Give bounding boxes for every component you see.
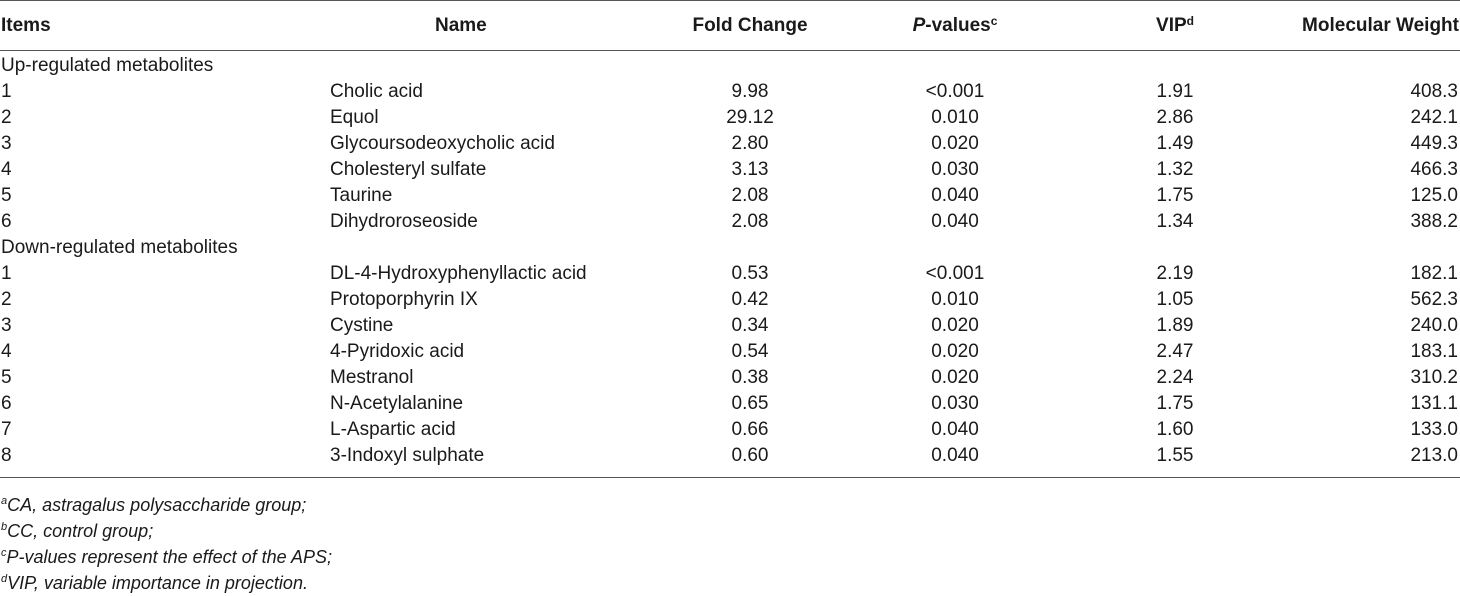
- cell-fold-change: 0.60: [731, 445, 769, 466]
- table-row: [0, 105, 1460, 131]
- cell-molecular-weight: 466.3: [1410, 159, 1458, 180]
- cell-item: 8: [1, 445, 12, 466]
- cell-p-value: 0.040: [931, 419, 979, 440]
- header-vip: [1070, 1, 1280, 51]
- cell-fold-change: 2.08: [731, 185, 769, 206]
- cell-vip: 1.05: [1156, 289, 1194, 310]
- section-label-up: Up-regulated metabolites: [1, 55, 214, 76]
- cell-item: 6: [1, 393, 12, 414]
- table-row: [0, 417, 1460, 443]
- cell-p-value: 0.020: [931, 367, 979, 388]
- footnotes: [0, 492, 1460, 596]
- cell-p-value: 0.040: [931, 185, 979, 206]
- footnote-text: CC, control group;: [7, 521, 154, 541]
- footnote-mark: c: [1, 547, 7, 559]
- cell-fold-change: 9.98: [731, 81, 769, 102]
- cell-item: 4: [1, 159, 12, 180]
- header-p-values: [840, 1, 1070, 51]
- cell-vip: 1.60: [1156, 419, 1194, 440]
- cell-name: 3-Indoxyl sulphate: [330, 445, 485, 466]
- cell-name: N-Acetylalanine: [330, 393, 464, 414]
- cell-p-value: <0.001: [925, 263, 985, 284]
- cell-molecular-weight: 388.2: [1410, 211, 1458, 232]
- cell-vip: 2.86: [1156, 107, 1194, 128]
- cell-name: 4-Pyridoxic acid: [330, 341, 465, 362]
- cell-p-value: <0.001: [925, 81, 985, 102]
- header-fold-change: Fold Change: [692, 14, 808, 36]
- header-items: Items: [1, 14, 51, 36]
- cell-p-value: 0.010: [931, 107, 979, 128]
- cell-item: 2: [1, 289, 12, 310]
- footnote-c: [0, 544, 1460, 570]
- cell-name: L-Aspartic acid: [330, 419, 456, 440]
- cell-fold-change: 0.53: [731, 263, 769, 284]
- footnote-text: P-values represent the effect of the APS;: [6, 547, 333, 567]
- cell-item: 7: [1, 419, 12, 440]
- table-row: [0, 79, 1460, 105]
- cell-p-value: 0.020: [931, 133, 979, 154]
- header-vip-footnote-mark: d: [1186, 13, 1194, 28]
- table-row: [0, 339, 1460, 365]
- cell-vip: 1.34: [1156, 211, 1194, 232]
- section-row-up: [0, 51, 1460, 80]
- table-row: [0, 183, 1460, 209]
- cell-molecular-weight: 125.0: [1410, 185, 1458, 206]
- cell-p-value: 0.030: [931, 393, 979, 414]
- cell-vip: 1.55: [1156, 445, 1194, 466]
- header-molecular-weight: Molecular Weight: [1302, 14, 1459, 36]
- footnote-text: CA, astragalus polysaccharide group;: [7, 495, 307, 515]
- cell-item: 5: [1, 367, 12, 388]
- cell-item: 1: [1, 81, 12, 102]
- cell-molecular-weight: 562.3: [1410, 289, 1458, 310]
- cell-vip: 2.19: [1156, 263, 1194, 284]
- cell-molecular-weight: 183.1: [1410, 341, 1458, 362]
- cell-fold-change: 2.80: [731, 133, 769, 154]
- footnote-mark: b: [1, 521, 8, 533]
- table-row: [0, 131, 1460, 157]
- cell-name: Dihydroroseoside: [330, 211, 478, 232]
- cell-vip: 1.75: [1156, 185, 1194, 206]
- table-row: [0, 157, 1460, 183]
- table-row: [0, 365, 1460, 391]
- footnote-d: [0, 570, 1460, 596]
- cell-molecular-weight: 182.1: [1410, 263, 1458, 284]
- table-row: [0, 391, 1460, 417]
- cell-vip: 1.91: [1156, 81, 1194, 102]
- cell-name: Mestranol: [330, 367, 414, 388]
- cell-name: Protoporphyrin IX: [330, 289, 478, 310]
- cell-vip: 2.47: [1156, 341, 1194, 362]
- cell-fold-change: 29.12: [726, 107, 774, 128]
- cell-fold-change: 2.08: [731, 211, 769, 232]
- cell-vip: 1.49: [1156, 133, 1194, 154]
- cell-fold-change: 3.13: [731, 159, 769, 180]
- table-row: [0, 313, 1460, 339]
- cell-fold-change: 0.65: [731, 393, 769, 414]
- cell-molecular-weight: 133.0: [1410, 419, 1458, 440]
- cell-item: 4: [1, 341, 12, 362]
- cell-p-value: 0.040: [931, 445, 979, 466]
- cell-name: Cholic acid: [330, 81, 423, 102]
- cell-item: 6: [1, 211, 12, 232]
- cell-vip: 1.75: [1156, 393, 1194, 414]
- footnote-mark: d: [1, 573, 8, 585]
- cell-name: Equol: [330, 107, 379, 128]
- cell-fold-change: 0.42: [731, 289, 769, 310]
- cell-p-value: 0.020: [931, 315, 979, 336]
- cell-p-value: 0.030: [931, 159, 979, 180]
- cell-vip: 1.89: [1156, 315, 1194, 336]
- table-body: [0, 51, 1460, 478]
- table-row: [0, 443, 1460, 478]
- header-p-rest: -values: [925, 14, 991, 36]
- cell-name: DL-4-Hydroxyphenyllactic acid: [330, 263, 587, 284]
- section-label-down: Down-regulated metabolites: [1, 237, 238, 258]
- cell-molecular-weight: 242.1: [1410, 107, 1458, 128]
- section-row-down: [0, 235, 1460, 261]
- cell-molecular-weight: 213.0: [1410, 445, 1458, 466]
- table-row: [0, 261, 1460, 287]
- cell-item: 3: [1, 133, 12, 154]
- header-p-letter: P: [912, 14, 926, 36]
- cell-molecular-weight: 240.0: [1410, 315, 1458, 336]
- header-p-footnote-mark: c: [990, 13, 998, 28]
- cell-item: 2: [1, 107, 12, 128]
- cell-fold-change: 0.66: [731, 419, 769, 440]
- cell-p-value: 0.020: [931, 341, 979, 362]
- cell-fold-change: 0.54: [731, 341, 769, 362]
- footnote-a: [0, 492, 1460, 518]
- cell-vip: 2.24: [1156, 367, 1194, 388]
- cell-item: 5: [1, 185, 12, 206]
- footnote-mark: a: [1, 495, 8, 507]
- cell-item: 3: [1, 315, 12, 336]
- footnote-b: [0, 518, 1460, 544]
- header-name: Name: [435, 14, 487, 36]
- cell-name: Cholesteryl sulfate: [330, 159, 487, 180]
- cell-fold-change: 0.38: [731, 367, 769, 388]
- cell-fold-change: 0.34: [731, 315, 769, 336]
- table-row: [0, 287, 1460, 313]
- cell-p-value: 0.040: [931, 211, 979, 232]
- cell-molecular-weight: 449.3: [1410, 133, 1458, 154]
- cell-name: Cystine: [330, 315, 394, 336]
- cell-p-value: 0.010: [931, 289, 979, 310]
- cell-item: 1: [1, 263, 12, 284]
- table-header-row: [0, 1, 1460, 51]
- cell-name: Taurine: [330, 185, 393, 206]
- cell-molecular-weight: 408.3: [1410, 81, 1458, 102]
- cell-molecular-weight: 310.2: [1410, 367, 1458, 388]
- cell-vip: 1.32: [1156, 159, 1194, 180]
- table-row: [0, 209, 1460, 235]
- header-vip-label: VIP: [1156, 14, 1187, 36]
- cell-name: Glycoursodeoxycholic acid: [330, 133, 555, 154]
- cell-molecular-weight: 131.1: [1410, 393, 1458, 414]
- footnote-text: VIP, variable importance in projection.: [7, 573, 308, 593]
